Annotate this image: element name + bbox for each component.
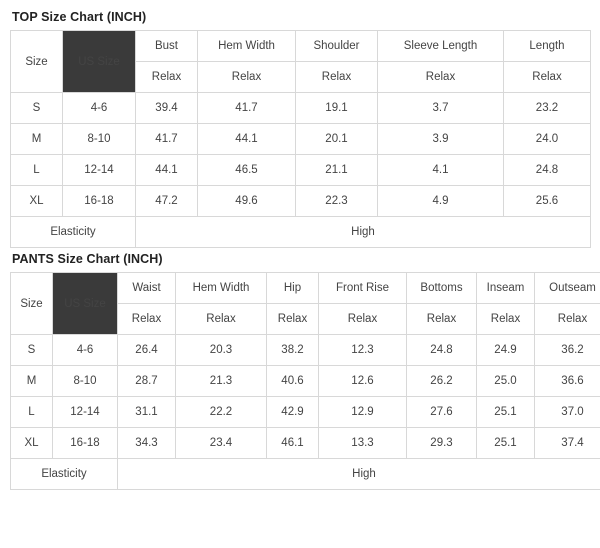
table-row — [11, 397, 600, 428]
row-value: 42.9 — [267, 397, 319, 428]
header-metric: Hip — [267, 273, 319, 304]
row-value: 19.1 — [296, 93, 378, 124]
header-metric: Length — [504, 31, 591, 62]
fit-type-cell: Relax — [198, 62, 296, 93]
table-header-row — [11, 273, 600, 304]
row-size: M — [11, 366, 53, 397]
row-value: 12.6 — [319, 366, 407, 397]
header-metric: Hem Width — [198, 31, 296, 62]
table-row — [11, 186, 591, 217]
row-value: 22.2 — [176, 397, 267, 428]
row-value: 47.2 — [136, 186, 198, 217]
pants-size-chart-table — [10, 272, 600, 490]
row-size: XL — [11, 186, 63, 217]
row-value: 25.1 — [477, 428, 535, 459]
fit-type-cell: Relax — [535, 304, 600, 335]
header-us-size: US Size — [63, 31, 136, 93]
fit-type-cell: Relax — [136, 62, 198, 93]
fit-type-cell: Relax — [378, 62, 504, 93]
row-value: 4.9 — [378, 186, 504, 217]
fit-type-cell: Relax — [504, 62, 591, 93]
header-metric: Sleeve Length — [378, 31, 504, 62]
header-metric: Bottoms — [407, 273, 477, 304]
row-value: 13.3 — [319, 428, 407, 459]
header-metric: Inseam — [477, 273, 535, 304]
elasticity-value: High — [136, 217, 591, 248]
row-value: 34.3 — [118, 428, 176, 459]
row-value: 29.3 — [407, 428, 477, 459]
row-value: 24.8 — [407, 335, 477, 366]
row-value: 40.6 — [267, 366, 319, 397]
row-value: 22.3 — [296, 186, 378, 217]
table-row — [11, 366, 600, 397]
fit-type-cell: Relax — [267, 304, 319, 335]
row-value: 24.0 — [504, 124, 591, 155]
elasticity-label: Elasticity — [11, 217, 136, 248]
row-value: 37.4 — [535, 428, 600, 459]
header-metric: Waist — [118, 273, 176, 304]
row-value: 24.9 — [477, 335, 535, 366]
row-value: 4.1 — [378, 155, 504, 186]
row-value: 25.1 — [477, 397, 535, 428]
row-value: 3.7 — [378, 93, 504, 124]
row-value: 12.3 — [319, 335, 407, 366]
row-size: M — [11, 124, 63, 155]
row-value: 26.4 — [118, 335, 176, 366]
row-value: 41.7 — [198, 93, 296, 124]
fit-type-cell: Relax — [176, 304, 267, 335]
row-size: L — [11, 397, 53, 428]
elasticity-label: Elasticity — [11, 459, 118, 490]
header-metric: Outseam — [535, 273, 600, 304]
header-metric: Bust — [136, 31, 198, 62]
table-row — [11, 124, 591, 155]
header-size: Size — [11, 31, 63, 93]
row-value: 24.8 — [504, 155, 591, 186]
table-row — [11, 155, 591, 186]
row-value: 46.1 — [267, 428, 319, 459]
row-us-size: 16-18 — [63, 186, 136, 217]
table-header-row — [11, 31, 591, 62]
row-us-size: 4-6 — [53, 335, 118, 366]
header-us-size: US Size — [53, 273, 118, 335]
elasticity-row — [11, 217, 591, 248]
row-value: 44.1 — [198, 124, 296, 155]
row-value: 3.9 — [378, 124, 504, 155]
row-value: 38.2 — [267, 335, 319, 366]
header-metric: Shoulder — [296, 31, 378, 62]
fit-type-cell: Relax — [477, 304, 535, 335]
row-us-size: 12-14 — [63, 155, 136, 186]
row-value: 41.7 — [136, 124, 198, 155]
row-value: 39.4 — [136, 93, 198, 124]
fit-type-cell: Relax — [296, 62, 378, 93]
row-size: S — [11, 335, 53, 366]
row-value: 31.1 — [118, 397, 176, 428]
row-value: 20.1 — [296, 124, 378, 155]
table-row — [11, 335, 600, 366]
fit-type-cell: Relax — [118, 304, 176, 335]
row-value: 21.3 — [176, 366, 267, 397]
row-us-size: 12-14 — [53, 397, 118, 428]
row-value: 26.2 — [407, 366, 477, 397]
header-size: Size — [11, 273, 53, 335]
top-chart-title: TOP Size Chart (INCH) — [12, 10, 147, 24]
table-row — [11, 428, 600, 459]
row-value: 37.0 — [535, 397, 600, 428]
header-metric: Front Rise — [319, 273, 407, 304]
row-size: L — [11, 155, 63, 186]
row-value: 28.7 — [118, 366, 176, 397]
row-us-size: 8-10 — [63, 124, 136, 155]
header-metric: Hem Width — [176, 273, 267, 304]
row-value: 36.2 — [535, 335, 600, 366]
fit-type-cell: Relax — [407, 304, 477, 335]
row-size: XL — [11, 428, 53, 459]
row-us-size: 8-10 — [53, 366, 118, 397]
row-value: 46.5 — [198, 155, 296, 186]
row-value: 25.6 — [504, 186, 591, 217]
row-value: 36.6 — [535, 366, 600, 397]
table-row — [11, 93, 591, 124]
row-value: 23.4 — [176, 428, 267, 459]
top-size-chart-table — [10, 30, 591, 248]
elasticity-row — [11, 459, 600, 490]
row-size: S — [11, 93, 63, 124]
fit-type-cell: Relax — [319, 304, 407, 335]
row-value: 23.2 — [504, 93, 591, 124]
row-value: 49.6 — [198, 186, 296, 217]
row-value: 20.3 — [176, 335, 267, 366]
row-us-size: 16-18 — [53, 428, 118, 459]
row-value: 25.0 — [477, 366, 535, 397]
row-value: 21.1 — [296, 155, 378, 186]
row-us-size: 4-6 — [63, 93, 136, 124]
row-value: 44.1 — [136, 155, 198, 186]
row-value: 12.9 — [319, 397, 407, 428]
elasticity-value: High — [118, 459, 600, 490]
pants-chart-title: PANTS Size Chart (INCH) — [12, 252, 163, 266]
row-value: 27.6 — [407, 397, 477, 428]
